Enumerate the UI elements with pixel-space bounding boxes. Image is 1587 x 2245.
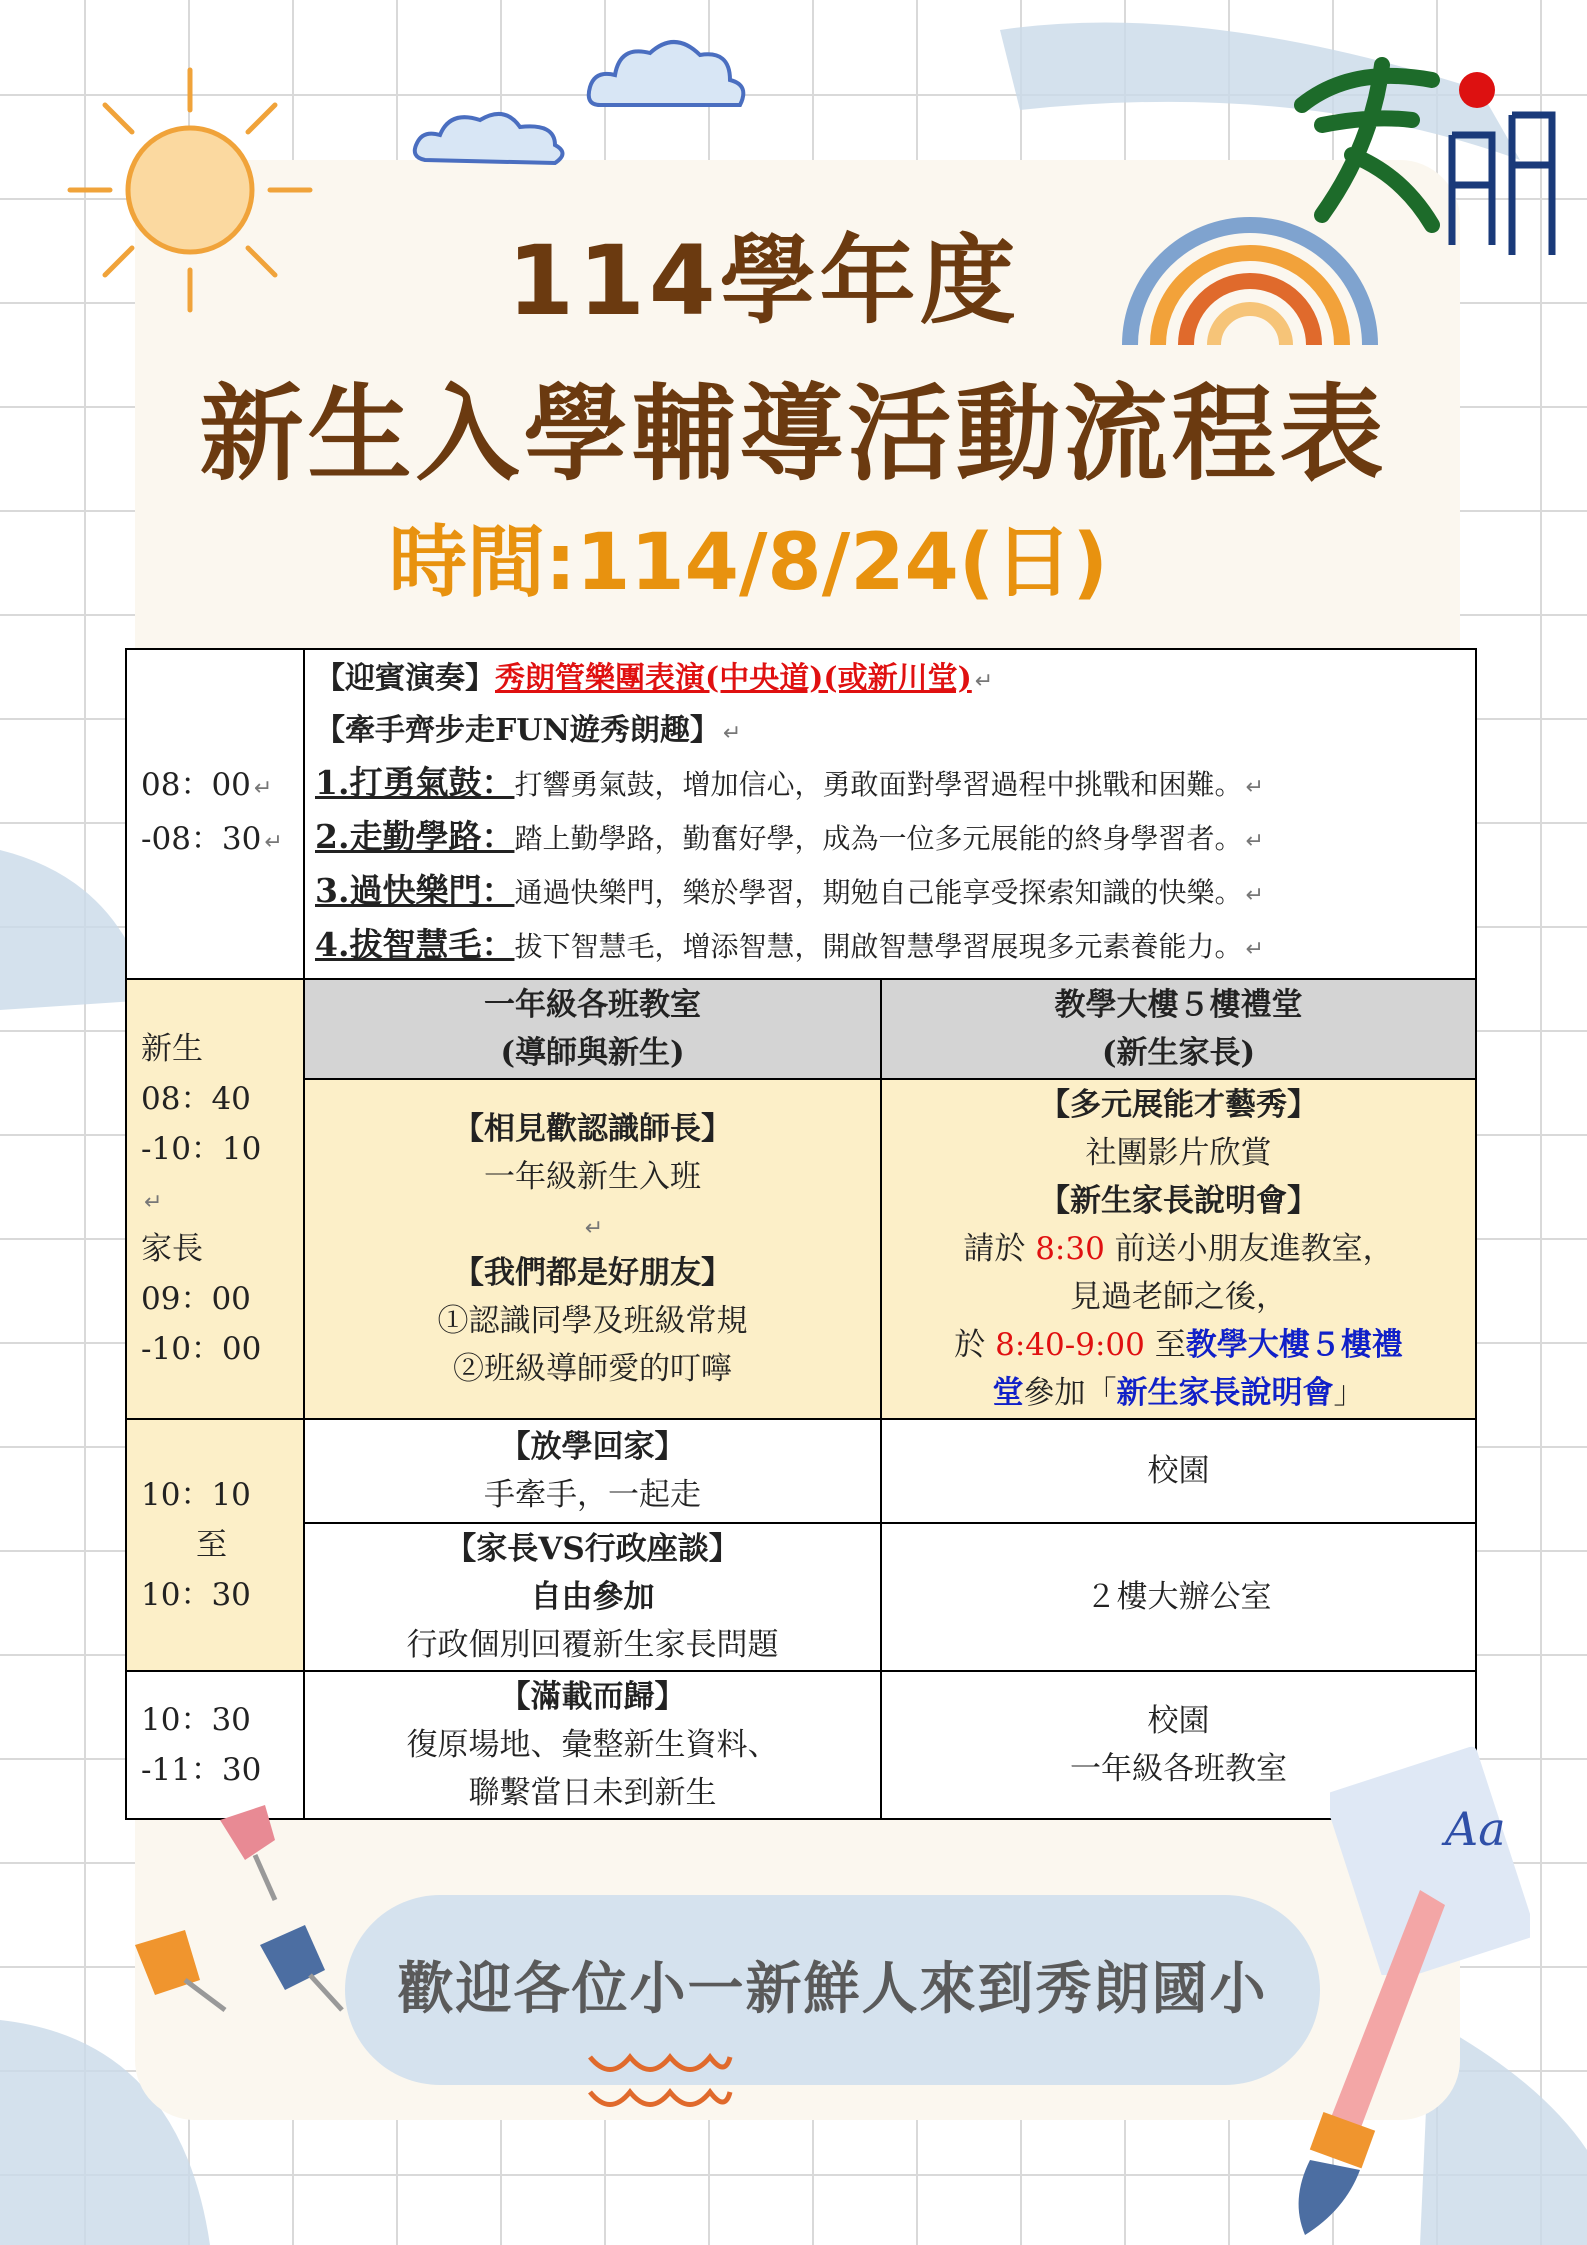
location-line: 校園 <box>1147 1703 1210 1739</box>
schedule-table <box>125 648 1477 1820</box>
activity-title: 【滿載而歸】 <box>499 1679 686 1715</box>
pushpin-icon <box>250 1920 350 2020</box>
activity-line: ①認識同學及班級常規 <box>437 1303 748 1339</box>
activity-line: 請於 8:30 前送小朋友進教室， <box>963 1231 1394 1267</box>
time-line: 10：30 <box>141 1577 251 1613</box>
auditorium-header <box>881 979 1476 1079</box>
time-line: 10：30 <box>141 1702 251 1738</box>
classroom-header <box>304 979 881 1079</box>
table-row <box>126 649 1476 979</box>
time-line: 新生 <box>141 1031 203 1067</box>
activity-line: 社團影片欣賞 <box>1085 1135 1272 1171</box>
time-line: -10：00 <box>141 1331 262 1367</box>
table-row <box>126 1671 1476 1819</box>
time-cell <box>126 1419 304 1671</box>
step-item: 1.打勇氣鼓：打響勇氣鼓，增加信心，勇敢面對學習過程中挑戰和困難。 ↵ <box>315 763 1264 802</box>
time-line-blank: ↵ <box>144 1190 163 1215</box>
time-line: 家長 <box>141 1231 203 1267</box>
wrap-up-cell <box>304 1671 881 1819</box>
location-line: 一年級各班教室 <box>1070 1751 1287 1787</box>
time-line: -10：10 <box>141 1131 262 1167</box>
header-line: 一年級各班教室 <box>484 987 701 1023</box>
activity-title: 【相見歡認識師長】 <box>453 1111 732 1147</box>
march-title: 【牽手齊步走FUN遊秀朗趣】 ↵ <box>315 713 742 748</box>
activity-line: 復原場地、彙整新生資料、 <box>406 1727 779 1763</box>
forum-cell <box>304 1523 881 1671</box>
header-line: (導師與新生) <box>500 1035 685 1071</box>
activity-line: 一年級新生入班 <box>484 1159 701 1195</box>
activity-line: 堂參加「新生家長說明會」 <box>992 1375 1365 1411</box>
pushpin-icon <box>205 1800 295 1910</box>
table-row <box>126 1079 1476 1419</box>
event-date: 時間:114/8/24(日) <box>388 518 1109 608</box>
activity-title: 【多元展能才藝秀】 <box>1039 1087 1318 1123</box>
location-cell: ２樓大辦公室 <box>881 1523 1476 1671</box>
pushpin-icon <box>125 1925 235 2025</box>
location-cell: 校園 <box>881 1419 1476 1523</box>
cloud-icon <box>405 95 575 175</box>
activity-title: 【家長VS行政座談】 <box>445 1531 740 1567</box>
activity-title: 【我們都是好朋友】 <box>453 1255 732 1291</box>
time-line: 至 <box>196 1527 227 1563</box>
activity-line: 於 8:40-9:00 至教學大樓５樓禮 <box>954 1327 1403 1363</box>
page-title-year: 114學年度 <box>507 225 1020 337</box>
time-line: 09：00 <box>141 1281 251 1317</box>
activity-line: 行政個別回覆新生家長問題 <box>406 1627 779 1663</box>
time-start: 08：00 ↵ <box>141 767 273 803</box>
table-row <box>126 979 1476 1079</box>
time-cell <box>126 649 304 979</box>
table-row <box>126 1523 1476 1671</box>
welcome-performance: 【迎賓演奏】秀朗管樂團表演(中央道)(或新川堂) ↵ <box>315 661 994 696</box>
time-cell <box>126 1671 304 1819</box>
svg-text:Aa: Aa <box>1445 1802 1506 1856</box>
step-item: 4.拔智慧毛：拔下智慧毛，增添智慧，開啟智慧學習展現多元素養能力。 ↵ <box>315 925 1264 964</box>
table-row <box>126 1419 1476 1523</box>
welcome-banner <box>345 1895 1320 2085</box>
student-activity-cell <box>304 1079 881 1419</box>
header-line: 教學大樓５樓禮堂 <box>1054 987 1303 1023</box>
activity-line: 自由參加 <box>530 1579 655 1615</box>
time-line: 08：40 <box>141 1081 251 1117</box>
step-item: 2.走勤學路：踏上勤學路，勤奮好學，成為一位多元展能的終身學習者。 ↵ <box>315 817 1264 856</box>
activity-line: 聯繫當日未到新生 <box>468 1775 717 1811</box>
activity-title: 【放學回家】 <box>499 1429 686 1465</box>
activity-line: 手牽手，一起走 <box>484 1477 701 1513</box>
welcome-text: 歡迎各位小一新鮮人來到秀朗國小 <box>397 1957 1268 2022</box>
time-line: 10：10 <box>141 1477 251 1513</box>
activity-title: 【新生家長說明會】 <box>1039 1183 1318 1219</box>
activity-line: ②班級導師愛的叮嚀 <box>453 1351 732 1387</box>
activity-line: 見過老師之後， <box>1070 1279 1287 1315</box>
opening-activity-cell <box>304 649 1476 979</box>
time-cell <box>126 979 304 1419</box>
cloud-icon <box>580 25 755 125</box>
header-line: (新生家長) <box>1101 1035 1256 1071</box>
page-title: 新生入學輔導活動流程表 <box>199 373 1388 495</box>
step-item: 3.過快樂門：通過快樂門，樂於學習，期勉自己能享受探索知識的快樂。 ↵ <box>315 871 1264 910</box>
parent-activity-cell <box>881 1079 1476 1419</box>
dismissal-cell <box>304 1419 881 1523</box>
blank-line: ↵ <box>584 1216 604 1241</box>
wave-decoration-icon <box>585 2042 735 2122</box>
time-end: -08：30 ↵ <box>141 821 283 857</box>
time-line: -11：30 <box>141 1752 262 1788</box>
